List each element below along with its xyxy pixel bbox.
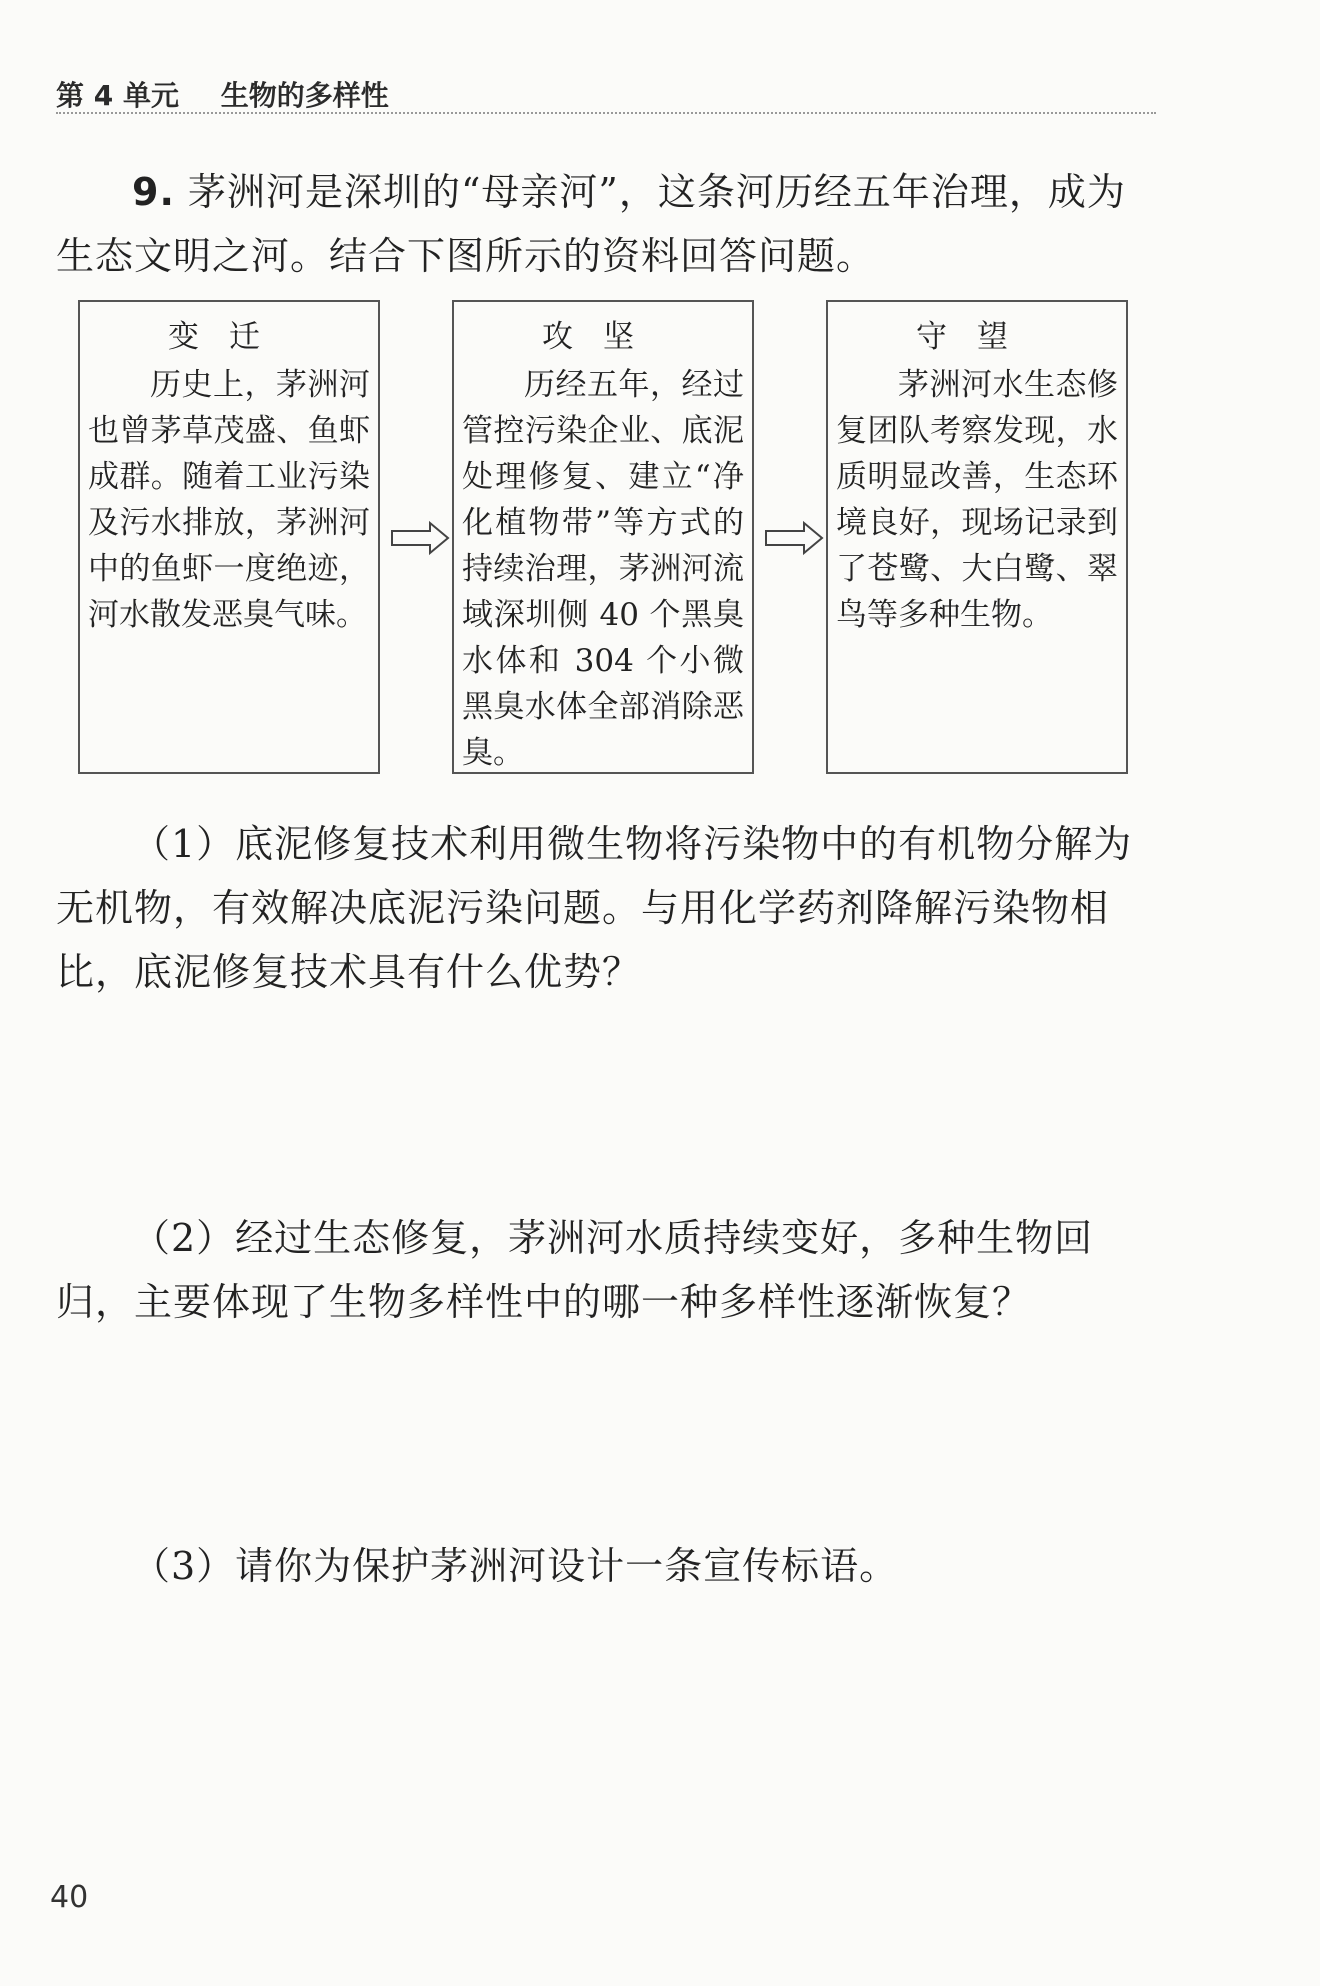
subquestion-1: （1）底泥修复技术利用微生物将污染物中的有机物分解为无机物，有效解决底泥污染问题。与用化学药剂降解污染物相比，底泥修复技术具有什么优势？ (56, 822, 1133, 994)
question-number: 9. (132, 170, 175, 214)
box-body: 茅洲河水生态修复团队考察发现，水质明显改善，生态环境良好，现场记录到了苍鹭、大白鹭、翠鸟等多种生物。 (836, 367, 1118, 633)
question-stem-text: 茅洲河是深圳的“母亲河”，这条河历经五年治理，成为生态文明之河。结合下图所示的资料回答问题。 (56, 170, 1126, 278)
box-body: 历史上，茅洲河也曾茅草茂盛、鱼虾成群。随着工业污染及污水排放，茅洲河中的鱼虾一度绝迹，河水散发恶臭气味。 (88, 367, 370, 633)
box-tackling (452, 300, 754, 774)
right-arrow-icon (390, 520, 450, 556)
box-watch (826, 300, 1128, 774)
chapter-title: 生物的多样性 (220, 79, 389, 112)
box-changes (78, 300, 380, 774)
right-arrow-icon (764, 520, 824, 556)
question-stem (56, 160, 1164, 288)
box-title: 变迁 (168, 319, 290, 355)
page-header (56, 74, 1156, 114)
header-divider (56, 112, 1156, 114)
subquestion-3: （3）请你为保护茅洲河设计一条宣传标语。 (132, 1544, 899, 1588)
page-number: 40 (50, 1880, 89, 1915)
unit-label: 第 4 单元 (56, 79, 179, 112)
box-title: 守望 (916, 319, 1038, 355)
subquestion-2: （2）经过生态修复，茅洲河水质持续变好，多种生物回归，主要体现了生物多样性中的哪一种多样性逐渐恢复？ (56, 1216, 1094, 1324)
box-title: 攻坚 (542, 319, 664, 355)
box-body: 历经五年，经过管控污染企业、底泥处理修复、建立“净化植物带”等方式的持续治理，茅洲河流域深圳侧 40 个黑臭水体和 304 个小微黑臭水体全部消除恶臭。 (462, 367, 744, 771)
